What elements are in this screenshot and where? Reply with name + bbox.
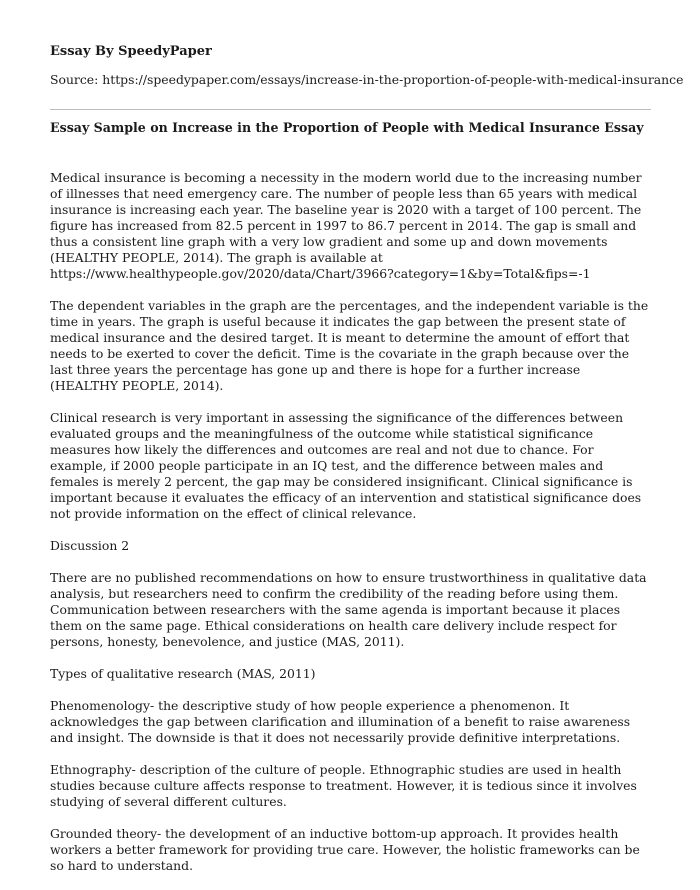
- section-heading: Discussion 2: [50, 538, 130, 553]
- source-line: Source: https://speedypaper.com/essays/increase-in-the-proportion-of-people-with-medical-insurance: [50, 72, 684, 87]
- paragraph: There are no published recommendations on how to ensure trustworthiness in qualitative data analysis, but researchers need to confirm the credibility of the reading before using them. Communication between researchers with the same agenda is important because it places them on the same page. Ethical considerations on health care delivery include respect for persons, honesty, benevolence, and justice (MAS, 2011).: [50, 570, 647, 649]
- paragraph: Phenomenology- the descriptive study of how people experience a phenomenon. It acknowledges the gap between clarification and illumination of a benefit to raise awareness and insight. The downside is that it does not necessarily provide definitive interpretations.: [50, 698, 631, 745]
- section-heading: Types of qualitative research (MAS, 2011): [50, 666, 316, 681]
- divider: [50, 109, 651, 110]
- paragraph: Medical insurance is becoming a necessity in the modern world due to the increasing number of illnesses that need emergency care. The number of people less than 65 years with medical insurance is increasing each year. The baseline year is 2020 with a target of 100 percent. The figure has increased from 82.5 percent in 1997 to 86.7 percent in 2014. The gap is small and thus a consistent line graph with a very low gradient and some up and down movements (HEALTHY PEOPLE, 2014). The graph is available at https://www.healthypeople.gov/2020/data/Chart/3966?category=1&by=Total&fips=-1: [50, 170, 642, 281]
- essay-body: [50, 170, 650, 890]
- essay-title: Essay Sample on Increase in the Proportion of People with Medical Insurance Essay: [50, 120, 644, 135]
- document-header-title: Essay By SpeedyPaper: [50, 44, 212, 59]
- paragraph: The dependent variables in the graph are the percentages, and the independent variable is the time in years. The graph is useful because it indicates the gap between the present state of medical insurance and the desired target. It is meant to determine the amount of effort that needs to be exerted to cover the deficit. Time is the covariate in the graph because over the last three years the percentage has gone up and there is hope for a further increase (HEALTHY PEOPLE, 2014).: [50, 298, 649, 393]
- paragraph: Clinical research is very important in assessing the significance of the differences between evaluated groups and the meaningfulness of the outcome while statistical significance measures how likely the differences and outcomes are real and not due to chance. For example, if 2000 people participate in an IQ test, and the difference between males and females is merely 2 percent, the gap may be considered insignificant. Clinical significance is important because it evaluates the efficacy of an intervention and statistical significance does not provide information on the effect of clinical relevance.: [50, 410, 642, 521]
- paragraph: Grounded theory- the development of an inductive bottom-up approach. It provides health workers a better framework for providing true care. However, the holistic frameworks can be so hard to understand.: [50, 826, 640, 873]
- paragraph: Ethnography- description of the culture of people. Ethnographic studies are used in health studies because culture affects response to treatment. However, it is tedious since it involves studying of several different cultures.: [50, 762, 637, 809]
